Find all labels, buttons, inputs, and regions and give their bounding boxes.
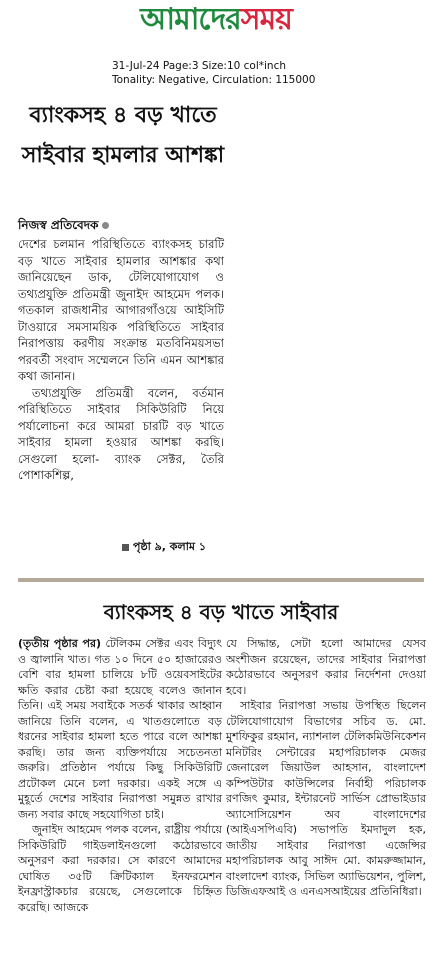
article2-right-column — [226, 636, 426, 900]
article1-byline — [18, 217, 228, 233]
article2-left-paragraph-2: জুনাইদ আহমেদ পলক বলেন, রাষ্ট্রীয় পর্যায়ে সিকিউরিটি গাইডলাইনগুলো কঠোরভাবে অনুসরণ করা দরকার। সে কারণে আমাদের ঘোষিত ৩৫টি ক্রিটিক্যাল ইনফরমেশন ইনফ্রাস্ট্রাকচার রয়েছে, সেগুলোকে চিহ্নিত করেছি। আজকে — [18, 823, 222, 914]
article1-headline: ব্যাংকসহ ৪ বড় খাতে সাইবার হামলার আশঙ্কা — [21, 103, 225, 168]
masthead-part1: আমাদের — [140, 2, 241, 37]
newspaper-masthead — [0, 2, 432, 38]
article2-left-paragraph-1 — [18, 636, 222, 822]
continued-label: (তৃতীয় পৃষ্ঠার পর) — [18, 637, 102, 650]
masthead-part2: সময় — [240, 2, 292, 37]
clipping-meta-line2: Tonality: Negative, Circulation: 115000 — [112, 74, 316, 86]
article2-headline: ব্যাংকসহ ৪ বড় খাতে সাইবার — [103, 600, 339, 624]
article1-body — [18, 236, 224, 484]
square-icon — [122, 544, 129, 551]
article1-continuation — [122, 538, 206, 557]
article1-paragraph-1: দেশের চলমান পরিস্থিতিতে ব্যাংকসহ চারটি বড় খাতে সাইবার হামলার আশঙ্কার কথা জানিয়েছেন ডাক, টেলিযোগাযোগ ও তথ্যপ্রযুক্তি প্রতিমন্ত্রী জুনাইদ আহমেদ পলক। গতকাল রাজধানীর আগারগাঁওয়ে আইসিটি টাওয়ারে সমসাময়িক পরিস্থিতিতে সাইবার নিরাপত্তায় করণীয় সংক্রান্ত মতবিনিময়সভা পরবর্তী সংবাদ সম্মেলনে তিনি এমন আশঙ্কার কথা জানান। — [18, 237, 224, 383]
article1-paragraph-2: তথ্যপ্রযুক্তি প্রতিমন্ত্রী বলেন, বর্তমান পরিস্থিতিতে সাইবার সিকিউরিটি নিয়ে পর্যালোচনা করে আমরা চারটি বড় খাতে সাইবার হামলা হওয়ার আশঙ্কা করছি। সেগুলো হলো- ব্যাংক সেক্টর, তৈরি পোশাকশিল্প, — [18, 385, 224, 482]
clipping-meta-line1: 31-Jul-24 Page:3 Size:10 col*inch — [112, 60, 287, 72]
continuation-text: পৃষ্ঠা ৯, কলাম ১ — [133, 540, 206, 553]
article2-left-column — [18, 636, 222, 915]
article2-right-paragraph-1: যে সিদ্ধান্ত, সেটা হলো আমাদের যেসব অংশীজন রয়েছেন, তাদের সাইবার নিরাপত্তা কঠোরভাবে অনুসরণ করার নির্দেশনা দেওয়া হবে। — [226, 637, 426, 697]
article2-right-paragraph-2: সাইবার নিরাপত্তা সভায় উপস্থিত ছিলেন টেলিযোগাযোগ বিভাগের সচিব ড. মো. মুশফিকুর রহমান, ন্যাশনাল টেলিকমিউনিকেশন মনিটরিং সেন্টারের মহাপরিচালক মেজর জেনারেল জিয়াউল আহসান, বাংলাদেশ কম্পিউটার কাউন্সিলের নির্বাহী পরিচালক রণজিৎ কুমার, ইন্টারনেট সার্ভিস প্রোভাইডার অ্যাসোসিয়েশন অব বাংলাদেশের (আইএসপিএবি) সভাপতি ইমদাদুল হক, জাতীয় সাইবার নিরাপত্তা এজেন্সির মহাপরিচালক আবু সাঈদ মো. কামরুজ্জামান, বাংলাদেশ ব্যাংক, সিভিল অ্যাভিয়েশন, পুলিশ, ডিজিএফআই ও এনএসআইয়ের প্রতিনিধিরা। — [226, 699, 426, 898]
section-divider — [18, 578, 424, 582]
byline-text: নিজস্ব প্রতিবেদক — [18, 218, 99, 232]
bullet-icon — [102, 222, 109, 229]
article2-left-text-1: টেলিকম সেক্টর এবং বিদ্যুৎ ও জ্বালানি খাত। গত ১০ দিনে ৫০ হাজারেরও বেশি বার হামলা চালিয়ে ৮টি ওয়েবসাইটের ক্ষতি করার চেষ্টা করা হয়েছে বলেও জানান তিনি। এই সময় সবাইকে সতর্ক থাকার আহ্বান জানিয়ে তিনি বলেন, এ খাতগুলোতে বড় ধরনের সাইবার হামলা হতে পারে বলে আশঙ্কা করছি। তার জন্য ব্যক্তিপর্যায়ে সচেতনতা জরুরি। প্রতিষ্ঠান পর্যায়ে কিছু সিকিউরিটি প্রটোকল মেনে চলা দরকার। একই সঙ্গে এ মুহূর্তে দেশের সাইবার নিরাপত্তা সমুন্নত রাখার জন্য সবার কাছে সহযোগিতা চাই। — [18, 637, 223, 821]
